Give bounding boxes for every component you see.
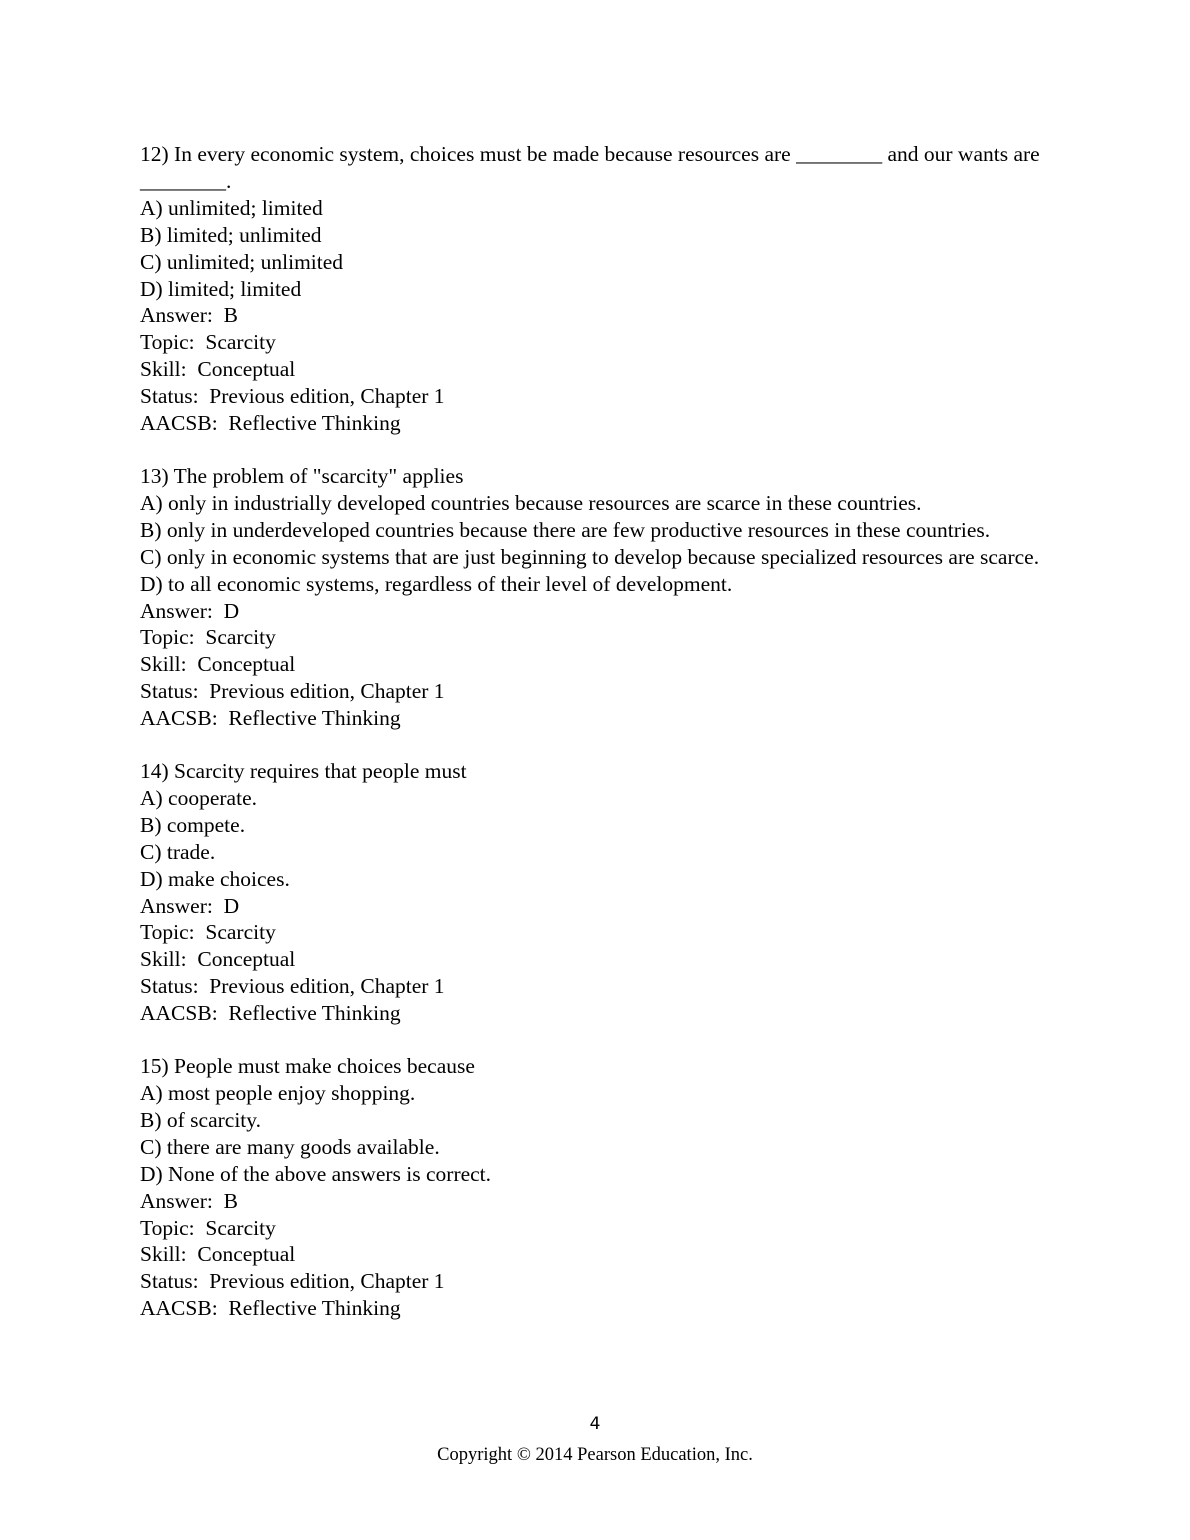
topic-line: Topic: Scarcity — [140, 1215, 276, 1240]
aacsb-line: AACSB: Reflective Thinking — [140, 706, 401, 731]
skill-line: Skill: Conceptual — [140, 1242, 296, 1267]
aacsb-line: AACSB: Reflective Thinking — [140, 1001, 401, 1026]
option-b: B) compete. — [140, 812, 246, 837]
skill-line: Skill: Conceptual — [140, 947, 296, 972]
option-c: C) unlimited; unlimited — [140, 249, 344, 274]
question-15 — [140, 1053, 1060, 1322]
option-a: A) cooperate. — [140, 785, 257, 810]
question-stem: 14) Scarcity requires that people must — [140, 759, 467, 784]
option-d: D) make choices. — [140, 866, 290, 891]
page-number: 4 — [589, 1414, 601, 1434]
skill-line: Skill: Conceptual — [140, 652, 296, 677]
copyright-notice: Copyright © 2014 Pearson Education, Inc. — [437, 1445, 753, 1465]
answer-line: Answer: D — [140, 598, 240, 623]
topic-line: Topic: Scarcity — [140, 920, 276, 945]
answer-line: Answer: B — [140, 303, 238, 328]
option-b: B) of scarcity. — [140, 1107, 261, 1132]
option-c: C) trade. — [140, 839, 216, 864]
skill-line: Skill: Conceptual — [140, 357, 296, 382]
topic-line: Topic: Scarcity — [140, 330, 276, 355]
status-line: Status: Previous edition, Chapter 1 — [140, 1269, 445, 1294]
question-stem: 12) In every economic system, choices must be made because resources are ________ and our wants are ________. — [140, 142, 1046, 193]
answer-line: Answer: B — [140, 1188, 238, 1213]
question-stem: 15) People must make choices because — [140, 1054, 475, 1079]
aacsb-line: AACSB: Reflective Thinking — [140, 1296, 401, 1321]
topic-line: Topic: Scarcity — [140, 625, 276, 650]
option-d: D) to all economic systems, regardless of their level of development. — [140, 571, 733, 596]
option-c: C) only in economic systems that are just beginning to develop because specialized resources are scarce. — [140, 544, 1040, 569]
option-b: B) only in underdeveloped countries because there are few productive resources in these countries. — [140, 517, 991, 542]
option-a: A) only in industrially developed countries because resources are scarce in these countries. — [140, 490, 922, 515]
option-d: D) None of the above answers is correct. — [140, 1161, 492, 1186]
question-13 — [140, 463, 1060, 732]
option-c: C) there are many goods available. — [140, 1134, 440, 1159]
status-line: Status: Previous edition, Chapter 1 — [140, 679, 445, 704]
option-a: A) most people enjoy shopping. — [140, 1081, 416, 1105]
status-line: Status: Previous edition, Chapter 1 — [140, 384, 445, 409]
status-line: Status: Previous edition, Chapter 1 — [140, 974, 445, 999]
option-b: B) limited; unlimited — [140, 222, 322, 247]
question-stem: 13) The problem of "scarcity" applies — [140, 463, 464, 488]
option-d: D) limited; limited — [140, 276, 302, 301]
option-a: A) unlimited; limited — [140, 195, 323, 220]
question-12 — [140, 141, 1060, 437]
aacsb-line: AACSB: Reflective Thinking — [140, 411, 401, 436]
answer-line: Answer: D — [140, 893, 240, 918]
question-14 — [140, 758, 1060, 1027]
page-content — [140, 141, 1060, 1322]
